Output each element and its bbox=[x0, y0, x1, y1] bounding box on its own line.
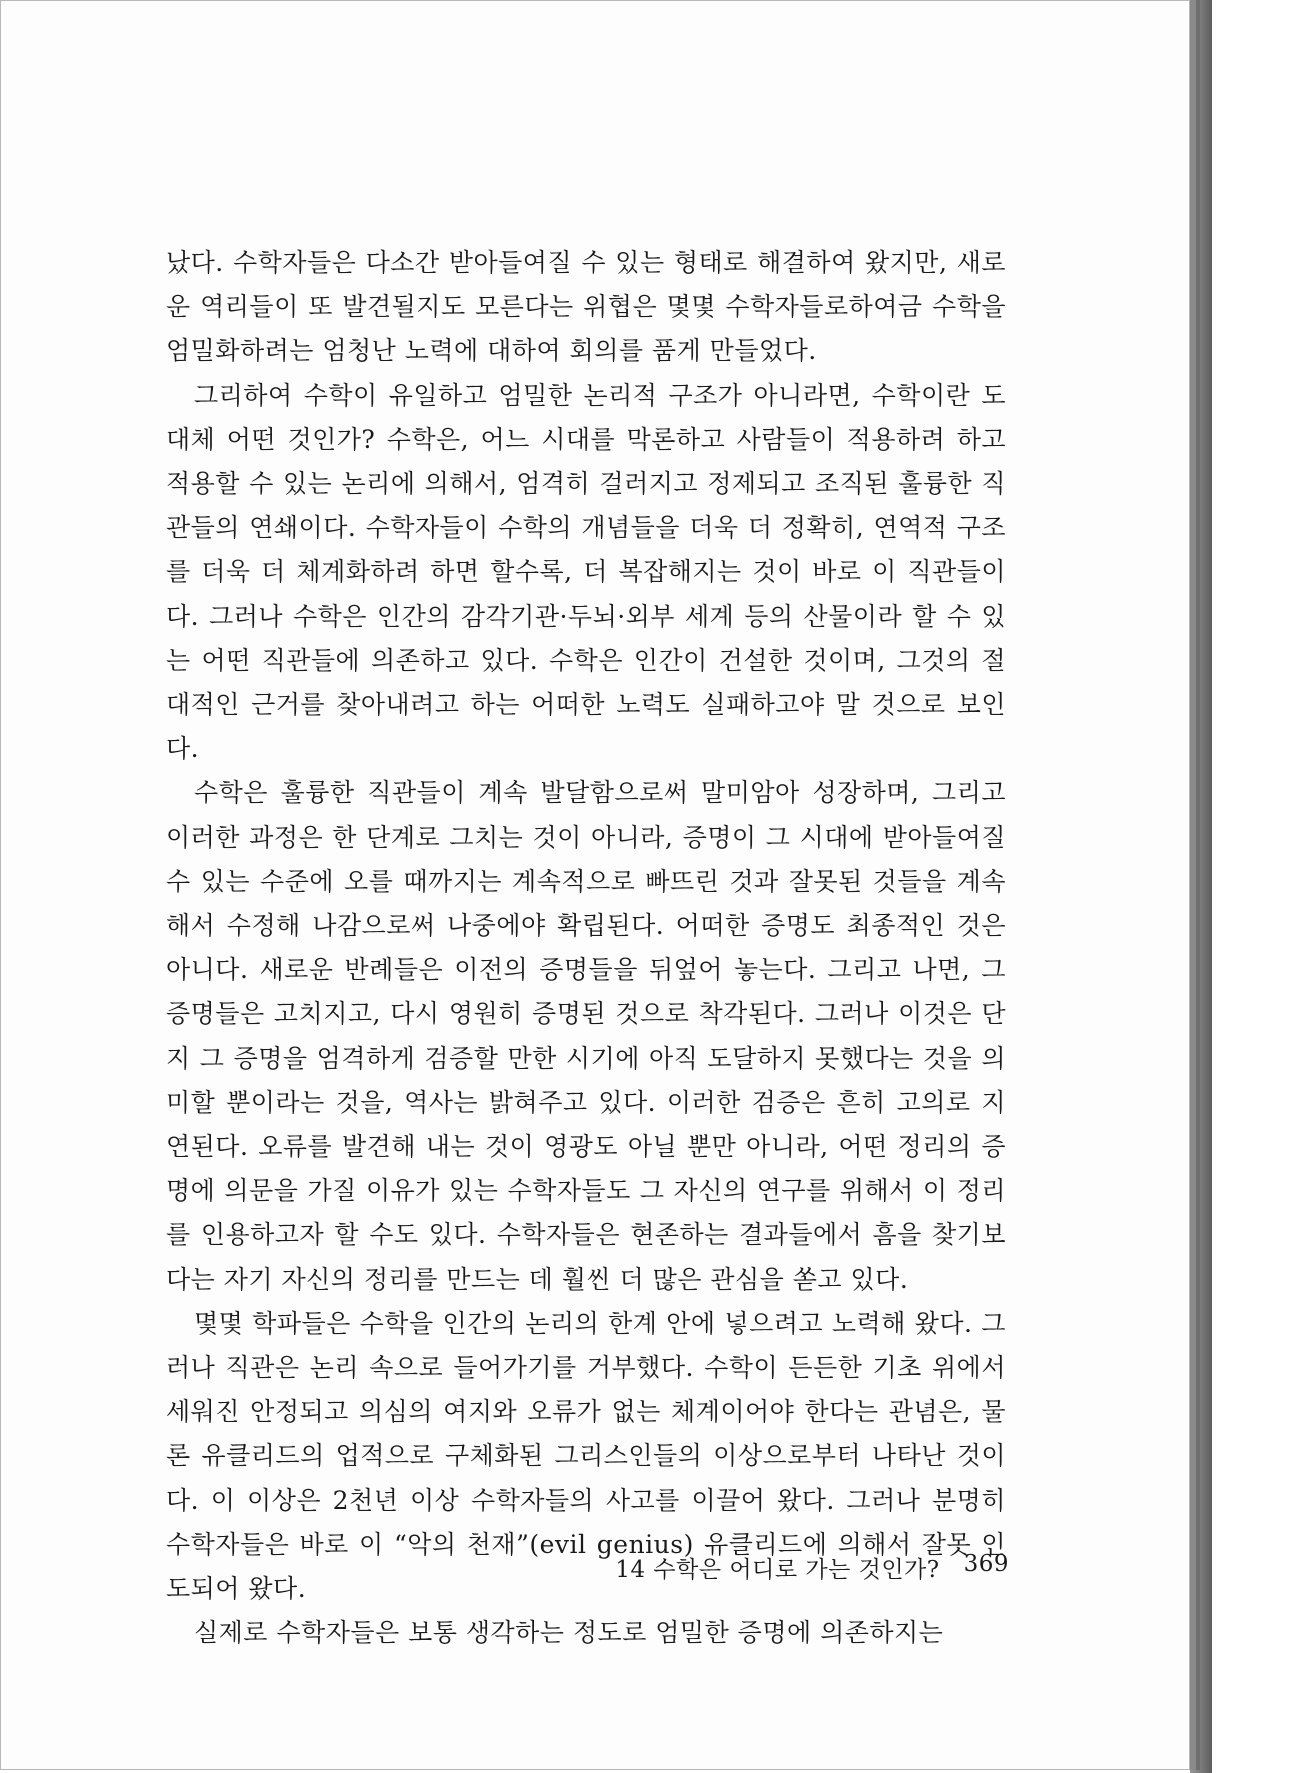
paragraph-5: 실제로 수학자들은 보통 생각하는 정도로 엄밀한 증명에 의존하지는 bbox=[194, 1618, 944, 1648]
page-edge-shadow bbox=[1190, 0, 1212, 1773]
paragraph-4: 몇몇 학파들은 수학을 인간의 논리의 한계 안에 넣으려고 노력해 왔다. 그러나 직관은 논리 속으로 들어가기를 거부했다. 수학이 든든한 기초 위에서 세워진 안정되고 의심의 여지와 오류가 없는 체계이어야 한다는 관념은, 물론 유클리드의 업적으로 구체화된 그리스인들의 이상으로부터 나타난 것이다. 이 이상은 2천년 이상 수학자들의 사고를 이끌어 왔다. 그러나 분명히 수학자들은 바로 이 “악의 천재”(evil genius) 유클리드에 의해서 잘못 인도되어 왔다. bbox=[166, 1308, 1006, 1604]
page-footer bbox=[579, 1551, 1009, 1584]
chapter-title: 14 수학은 어디로 가는 것인가? bbox=[615, 1557, 940, 1583]
paragraph-1: 났다. 수학자들은 다소간 받아들여질 수 있는 형태로 해결하여 왔지만, 새로운 역리들이 또 발견될지도 모른다는 위협은 몇몇 수학자들로하여금 수학을 엄밀화하려는 엄청난 노력에 대하여 회의를 품게 만들었다. bbox=[166, 248, 1006, 366]
paragraph-2: 그리하여 수학이 유일하고 엄밀한 논리적 구조가 아니라면, 수학이란 도대체 어떤 것인가? 수학은, 어느 시대를 막론하고 사람들이 적용하려 하고 적용할 수 있는 논리에 의해서, 엄격히 걸러지고 정제되고 조직된 훌륭한 직관들의 연쇄이다. 수학자들이 수학의 개념들을 더욱 더 정확히, 연역적 구조를 더욱 더 체계화하려 하면 할수록, 더 복잡해지는 것이 바로 이 직관들이다. 그러나 수학은 인간의 감각기관·두뇌·외부 세계 등의 산물이라 할 수 있는 어떤 직관들에 의존하고 있다. 수학은 인간이 건설한 것이며, 그것의 절대적인 근거를 찾아내려고 하는 어떠한 노력도 실패하고야 말 것으로 보인다. bbox=[166, 380, 1006, 764]
page-number: 369 bbox=[963, 1551, 1009, 1577]
body-text bbox=[166, 241, 1006, 1656]
viewer-right-margin bbox=[1212, 0, 1296, 1773]
paragraph-3: 수학은 훌륭한 직관들이 계속 발달함으로써 말미암아 성장하며, 그리고 이러한 과정은 한 단계로 그치는 것이 아니라, 증명이 그 시대에 받아들여질 수 있는 수준에 오를 때까지는 계속적으로 빠뜨린 것과 잘못된 것들을 계속해서 수정해 나감으로써 나중에야 확립된다. 어떠한 증명도 최종적인 것은 아니다. 새로운 반례들은 이전의 증명들을 뒤엎어 놓는다. 그리고 나면, 그 증명들은 고치지고, 다시 영원히 증명된 것으로 착각된다. 그러나 이것은 단지 그 증명을 엄격하게 검증할 만한 시기에 아직 도달하지 못했다는 것을 의미할 뿐이라는 것을, 역사는 밝혀주고 있다. 이러한 검증은 흔히 고의로 지연된다. 오류를 발견해 내는 것이 영광도 아닐 뿐만 아니라, 어떤 정리의 증명에 의문을 가질 이유가 있는 수학자들도 그 자신의 연구를 위해서 이 정리를 인용하고자 할 수도 있다. 수학자들은 현존하는 결과들에서 흠을 찾기보다는 자기 자신의 정리를 만드는 데 훨씬 더 많은 관심을 쏟고 있다. bbox=[166, 778, 1006, 1294]
